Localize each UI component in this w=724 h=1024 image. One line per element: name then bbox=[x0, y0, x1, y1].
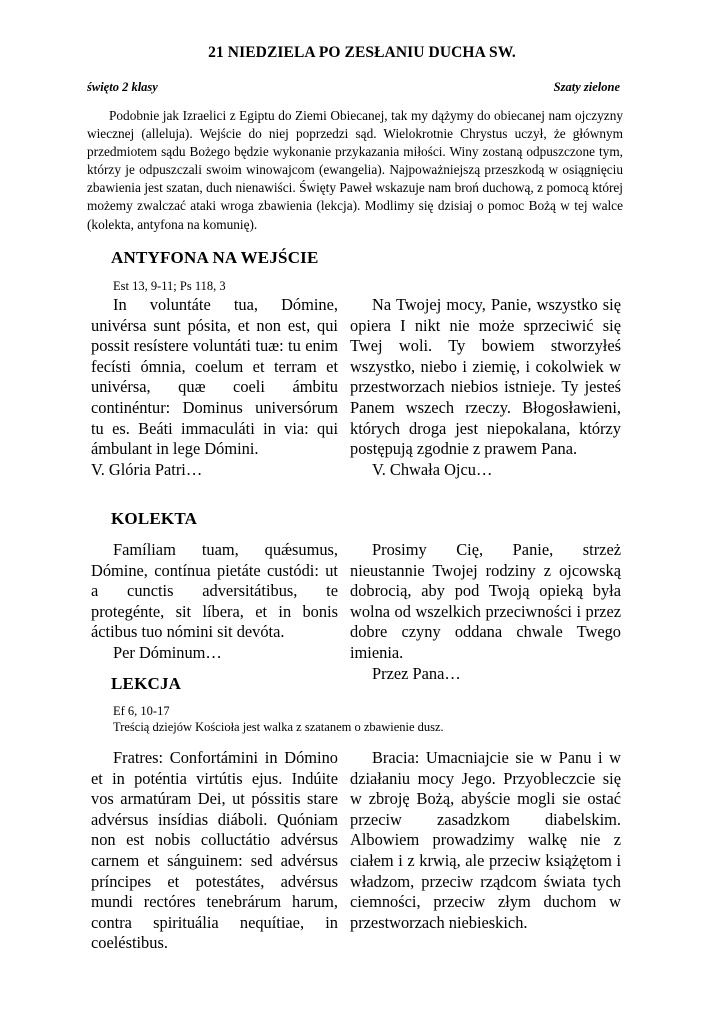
lesson-latin-text: Fratres: Confortámini in Dómino et in poténtia virtútis ejus. Indúite vos armatúram Dei, ut póssitis stare advérsus insídias diáboli. Quóniam non est nobis colluctátio advérsus carnem et sánguinem: sed advérsus príncipes et potestátes, advérsus mundi rectóres tenebrárum harum, contra spirituália nequítiae, in coeléstibus. bbox=[91, 748, 338, 953]
introit-heading: ANTYFONA NA WEJŚCIE bbox=[111, 248, 319, 267]
collect-latin bbox=[91, 540, 338, 664]
introit-latin-versicle: V. Glória Patri… bbox=[91, 459, 203, 479]
introit-latin bbox=[91, 295, 338, 480]
introit-latin-text: In voluntáte tua, Dómine, univérsa sunt pósita, et non est, qui possit resístere voluntáti tuæ: tu enim fecísti ómnia, coelum et terram et univérsa, quæ coeli ámbitu continéntur: Dominus universórum tu es. Beáti immaculáti in via: qui ámbulant in lege Dómini. bbox=[91, 295, 338, 459]
lesson-summary: Treścią dziejów Kościoła jest walka z szatanem o zbawienie dusz. bbox=[113, 720, 444, 734]
feast-class: święto 2 klasy bbox=[87, 80, 158, 94]
page-title: 21 NIEDZIELA PO ZESŁANIU DUCHA SW. bbox=[208, 44, 516, 61]
lesson-reference: Ef 6, 10-17 bbox=[113, 704, 170, 718]
collect-latin-text: Famíliam tuam, quǽsumus, Dómine, contínua pietáte custódi: ut a cunctis adversitátibus, te protegénte, sit líbera, et in bonis áctibus tuo nómini sit devóta. bbox=[91, 540, 338, 642]
collect-polish bbox=[350, 540, 621, 684]
collect-latin-conclusion: Per Dóminum… bbox=[113, 642, 222, 662]
collect-polish-conclusion: Przez Pana… bbox=[372, 663, 461, 683]
lesson-latin bbox=[91, 748, 338, 954]
lesson-polish-text: Bracia: Umacniajcie sie w Panu i w działaniu mocy Jego. Przyobleczcie się w zbroję Bożą, abyście mogli sie ostać przeciw zasadzkom diabelskim. Albowiem prowadzimy walkę nie z ciałem i z krwią, ale przeciw książętom i władzom, przeciw rządcom świata tych ciemności, przeciw złym duchom w przestworzach niebieskich. bbox=[350, 748, 621, 932]
lesson-heading: LEKCJA bbox=[111, 674, 182, 693]
vestment-color: Szaty zielone bbox=[553, 80, 620, 94]
intro-paragraph: Podobnie jak Izraelici z Egiptu do Ziemi Obiecanej, tak my dążymy do obiecanej nam ojczyzny wiecznej (alleluja). Wejście do niej poprzedzi sąd. Wielokrotnie Chrystus uczył, że głównym przedmiotem sądu Bożego będzie wykonanie przykazania miłości. Winy zostaną odpuszczone tym, którzy je odpuszczali swoim winowajcom (ewangelia). Najpoważniejszą przeszkodą w osiągnięciu zbawienia jest szatan, duch nienawiści. Święty Paweł wskazuje nam broń duchową, z pomocą której możemy zwalczać ataki wroga zbawienia (lekcja). Modlimy się dzisiaj o pomoc Bożą w tej walce (kolekta, antyfona na komunię). bbox=[87, 108, 623, 232]
introit-polish-text: Na Twojej mocy, Panie, wszystko się opiera I nikt nie może sprzeciwić się Twej woli. Ty bowiem stworzyłeś wszystko, niebo i ziemię, i cokolwiek w przestworzach niebios istnieje. Ty jesteś Panem wszech rzeczy. Błogosławieni, których droga jest niepokalana, którzy postępują zgodnie z prawem Pana. bbox=[350, 295, 621, 459]
collect-polish-text: Prosimy Cię, Panie, strzeż nieustannie Twojej rodziny z ojcowską dobrocią, aby pod Twoją opieką była wolna od wszelkich przeciwności i przez dobre czyny oddana chwale Twego imienia. bbox=[350, 540, 621, 662]
lesson-polish bbox=[350, 748, 621, 933]
introit-polish bbox=[350, 295, 621, 480]
introit-reference: Est 13, 9-11; Ps 118, 3 bbox=[113, 279, 226, 293]
collect-heading: KOLEKTA bbox=[111, 509, 198, 528]
introit-polish-versicle: V. Chwała Ojcu… bbox=[372, 459, 493, 479]
